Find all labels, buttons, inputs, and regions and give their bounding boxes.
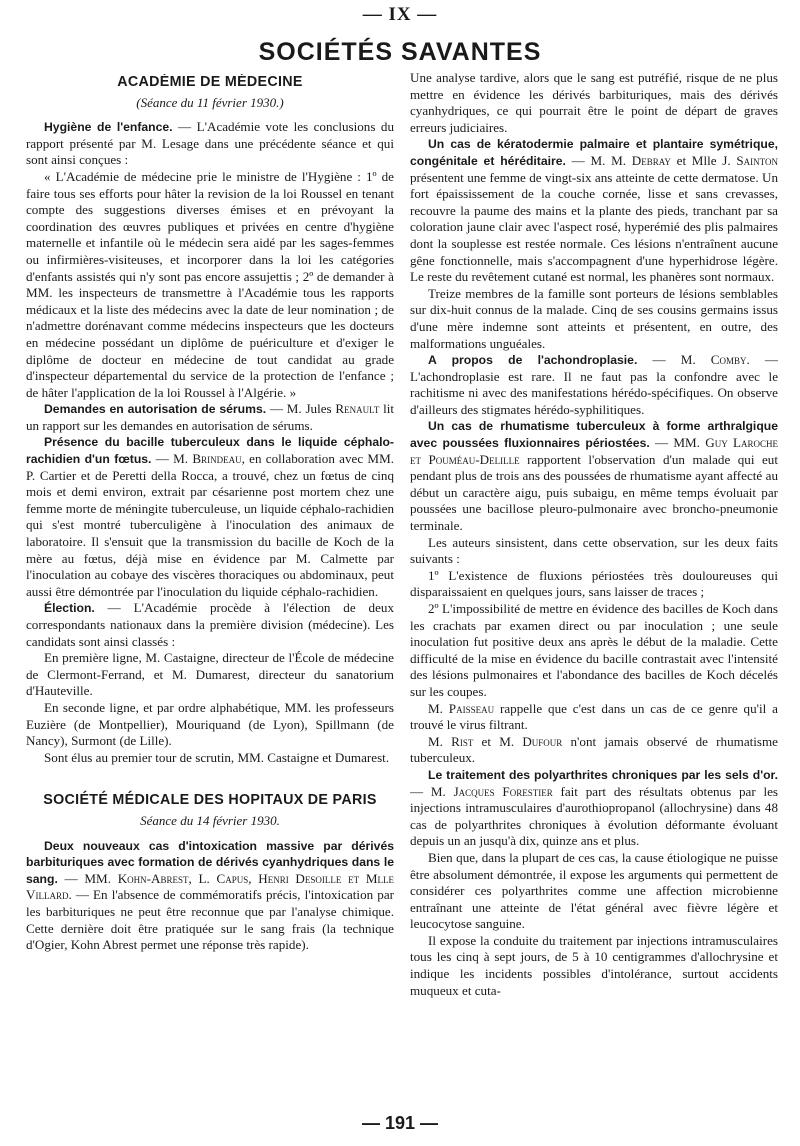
author-name: Renault bbox=[335, 401, 380, 417]
paragraph-voeu: « L'Académie de médecine prie le ministre de l'Hygiène : 1º de faire tous ses efforts pour hâter la revision de la loi Roussel en tenant compte des suggestions diverses émises et en prévoyant la coordination des œuvres publiques et privées en centre d'hygiène maternelle et infantile où le médecin sera aidé par les sages-femmes ou infirmières-visiteuses, et incorporer dans la loi les catégories d'enfants assistés qui n'y sont pas encore assujettis ; 2º de demander à MM. les inspecteurs de transmettre à l'Académie tous les rapports médicaux et la liste des médecins avec la date de leur nomination ; de n'admettre dorénavant comme médecins inspecteurs que les docteurs en médecine possédant un diplôme de puériculture et d'exiger le diplôme de docteur en médecine de tout candidat au grade d'inspecteur départemental du service de la protection de l'enfance ; de hâter l'application de la loi Roussel à l'Algérie. » bbox=[26, 168, 394, 400]
paragraph-title: Un cas de rhumatisme tuberculeux à forme arthralgique avec poussées fluxionnaires périostées. bbox=[410, 419, 778, 451]
paragraph-keratodermie: Un cas de kératodermie palmaire et plantaire symétrique, congénitale et héréditaire. — M. M. Debray et Mlle J. Sainton présentent une femme de vingt-six ans atteinte de cette dermatose. Un fort épaississement de la couche cornée, lisse et sans crevasses, recouvre la paume des mains et la plante des pieds, tranchant par sa coloration jaune clair avec l'aspect rosé, hyperémié des plis palmaires dont la souplesse est restée normale. Ces lésions n'entraînent aucune gêne fonctionnelle, mais s'accompagnent d'une hyperhidrose légère. Le reste du revêtement cutané est normal, les phanères sont normaux. bbox=[410, 137, 778, 285]
top-page-number: — IX — bbox=[362, 4, 438, 25]
author-name: Comby bbox=[710, 352, 747, 368]
author-names: Guy Laroche et Pouméau-Delille bbox=[410, 435, 778, 467]
bottom-page-number: — 191 — bbox=[361, 1113, 439, 1133]
paragraph-title: Deux nouveaux cas d'intoxication massive par dérivés barbituriques avec formation de dérivés cyanhydriques dans le sang. bbox=[26, 838, 394, 886]
author-name: Rist bbox=[451, 733, 474, 749]
paragraph-title: Un cas de kératodermie palmaire et plantaire symétrique, congénitale et héréditaire. bbox=[410, 137, 778, 168]
paragraph-bacille: Présence du bacille tuberculeux dans le liquide céphalo-rachidien d'un fœtus. — M. Brindeau, en collaboration avec MM. P. Cartier et de Peretti della Rocca, a trouvé, chez un fœtus de cinq mois et demi environ, extrait par césarienne post mortem chez une femme morte de méningite tuberculeuse, un liquide céphalo-rachidien qui s'est montré tuberculigène à l'inoculation des animaux de laboratoire. Il s'ensuit que la transmission du bacille de Koch de la mère au fœtus, déjà mise en évidence par M. Calmette par l'inoculation au cobaye des viscères thoraciques ou abdominaux, peut aussi être démontrée par l'inoculation du liquide céphalo-rachidien. bbox=[26, 435, 394, 599]
section-heading-hopitaux: SOCIÉTÉ MÉDICALE DES HOPITAUX DE PARIS bbox=[43, 792, 377, 809]
paragraph-elected: Sont élus au premier tour de scrutin, MM. Castaigne et Dumarest. bbox=[44, 749, 390, 765]
author-name: Paisseau bbox=[448, 700, 495, 716]
paragraph-famille: Treize membres de la famille sont porteurs de lésions semblables sur dix-huit connus de la malade. Cinq de ses cousins germains issus d'une mère indemne sont atteints et présentent, en outre, des malformations unguéales. bbox=[410, 285, 778, 351]
paragraph-title: Présence du bacille tuberculeux dans le liquide céphalo-rachidien d'un fœtus. bbox=[26, 435, 394, 467]
left-column bbox=[26, 74, 394, 1074]
paragraph-achondroplasie: A propos de l'achondroplasie. — M. Comby. — L'achondroplasie est rare. Il ne faut pas la confondre avec le rachitisme ni avec des manifestations hérédo-spécifiques. On observe d'ailleurs des stigmates hérédo-syphilitiques. bbox=[410, 352, 778, 417]
paragraph-auteurs: Les auteurs sinsistent, dans cette observation, sur les deux faits suivants : bbox=[410, 534, 778, 567]
author-name: Dufour bbox=[522, 733, 563, 749]
paragraph-etiologie: Bien que, dans la plupart de ces cas, la cause étiologique ne puisse être absolument démontrée, il expose les arguments qui permettent de considérer ces polyarthrites comme une affection microbienne entraînant une atteinte de l'état général avec fièvre légère et leucocytose sanguine. bbox=[410, 849, 778, 932]
session-date-hopitaux: Séance du 14 février 1930. bbox=[140, 812, 280, 828]
paragraph-second-rank: En seconde ligne, et par ordre alphabétique, MM. les professeurs Euzière (de Montpellier), Mouriquand (de Lyon), Spillmann (de Nancy), Surmont (de Lille). bbox=[26, 699, 394, 749]
paragraph-rist-dufour: M. Rist et M. Dufour n'ont jamais observé de rhumatisme tuberculeux. bbox=[410, 733, 778, 766]
author-name: Jacques Forestier bbox=[453, 783, 553, 799]
author-name: Sainton bbox=[736, 152, 778, 168]
page-title: SOCIÉTÉS SAVANTES bbox=[258, 38, 542, 66]
author-name: Debray bbox=[631, 152, 671, 168]
paragraph-barbituriques: Deux nouveaux cas d'intoxication massive par dérivés barbituriques avec formation de dérivés cyanhydriques dans le sang. — MM. Kohn-Abrest, L. Capus, Henri Desoille et Mlle Villard. — En l'absence de commémoratifs précis, l'intoxication par les barbituriques ne peut être reconnue que par l'analyse chimique. Cette dernière doit être pratiquée sur le sang frais (la technique d'Ogier, Kohn Abrest permet une réponse très rapide). bbox=[26, 838, 394, 953]
paragraph-paisseau: M. Paisseau rappelle que c'est dans un cas de ce genre qu'il a trouvé le virus filtrant. bbox=[410, 700, 778, 733]
paragraph-conduite: Il expose la conduite du traitement par injections intramusculaires tous les cinq à sept jours, de 5 à 10 centigrammes d'allochrysine et indique les incidents possibles d'intolérance, surtout accidents muqueux et cuta- bbox=[410, 932, 778, 998]
paragraph-continuation: Une analyse tardive, alors que le sang est putréfié, risque de ne plus mettre en évidence les dérivés barbituriques, mais des dérivés cyanhydriques, ce qui pourrait être le point de départ de graves erreurs judiciaires. bbox=[410, 70, 778, 135]
paragraph-title: Élection. bbox=[44, 601, 95, 616]
author-name: Brindeau bbox=[192, 451, 242, 467]
paragraph-title: Demandes en autorisation de sérums. bbox=[44, 402, 267, 417]
paragraph-title: A propos de l'achondroplasie. bbox=[428, 353, 638, 368]
paragraph-sels-or: Le traitement des polyarthrites chroniques par les sels d'or. — M. Jacques Forestier fait part des résultats obtenus par les injections intramusculaires d'aurothiopropanol (allochrysine) dans 48 cas de polyarthrites chroniques à évolution déformante évoluant depuis un an jusqu'à dix, quinze ans et plus. bbox=[410, 767, 778, 849]
paragraph-first-rank: En première ligne, M. Castaigne, directeur de l'École de médecine de Clermont-Ferrand, et M. Dumarest, directeur du sanatorium d'Hauteville. bbox=[26, 650, 394, 699]
right-column bbox=[410, 70, 778, 1070]
paragraph-election: Élection. — L'Académie procède à l'élection de deux correspondants nationaux dans la première division (médecine). Les candidats sont ainsi classés : bbox=[26, 600, 394, 649]
paragraph-hygiene: Hygiène de l'enfance. — L'Académie vote les conclusions du rapport présenté par M. Lesage dans une précédente séance et qui sont ainsi conçues : bbox=[26, 119, 394, 168]
paragraph-title: Hygiène de l'enfance. bbox=[44, 120, 173, 135]
session-date-academie: (Séance du 11 février 1930.) bbox=[136, 94, 284, 110]
paragraph-fait-2: 2º L'impossibilité de mettre en évidence des bacilles de Koch dans les crachats par examen direct ou par inoculation ; une seule inoculation fut positive deux ans après le début de la maladie. Cette difficulté de la mise en évidence du bacille contrastait avec l'intensité des lésions pulmonaires et l'abondance des bacilles de Koch décelés sur les coupes. bbox=[410, 601, 778, 699]
section-heading-academie: ACADÉMIE DE MÉDECINE bbox=[117, 74, 303, 90]
paragraph-fait-1: 1º L'existence de fluxions périostées très douloureuses qui disparaissaient en quelques jours, sans laisser de traces ; bbox=[410, 567, 778, 600]
paragraph-serums: Demandes en autorisation de sérums. — M. Jules Renault lit un rapport sur les demandes en autorisation de sérums. bbox=[26, 401, 394, 433]
author-names: Kohn-Abrest, L. Capus, Henri Desoille et Mlle Villard bbox=[26, 870, 394, 903]
paragraph-title: Le traitement des polyarthrites chroniques par les sels d'or. bbox=[428, 767, 778, 782]
paragraph-rhumatisme: Un cas de rhumatisme tuberculeux à forme arthralgique avec poussées fluxionnaires périostées. — MM. Guy Laroche et Pouméau-Delille rapportent l'observation d'un malade qui eut pendant plus de trois ans des poussées de rhumatisme ayant affecté au début un caractère aigu, puis subaigu, en même temps évoluait par poussées une bacillose pleuro-pulmonaire avec broncho-pneumonie terminale. bbox=[410, 419, 778, 534]
